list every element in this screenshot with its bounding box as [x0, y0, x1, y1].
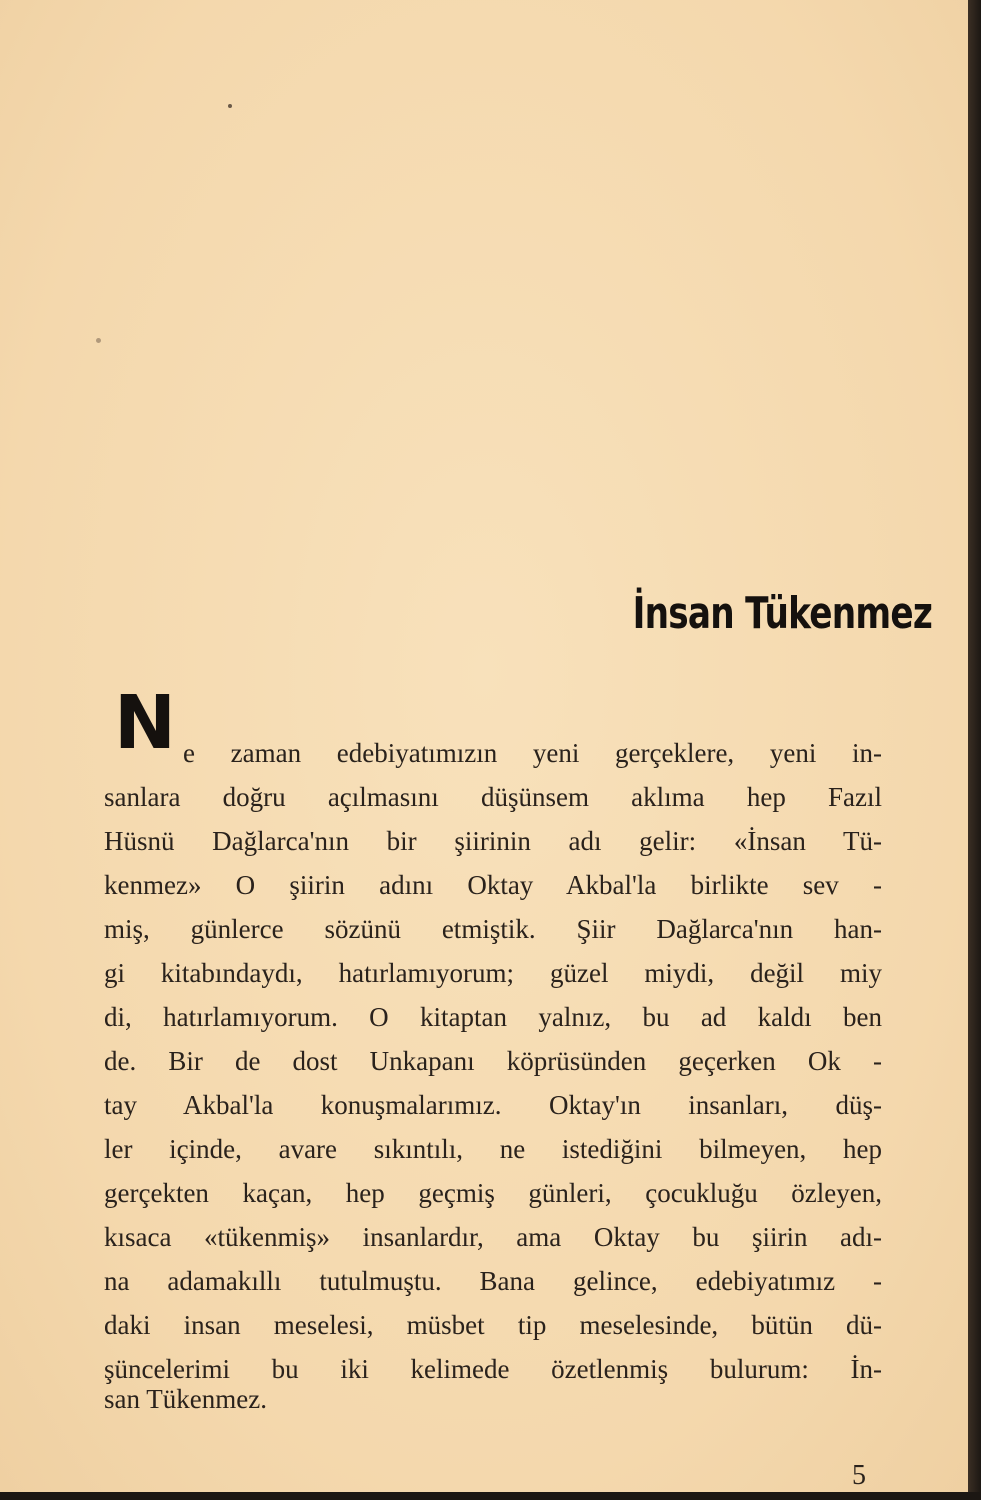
paragraph-line: gerçekten kaçan, hep geçmiş günleri, çocukluğu özleyen, — [104, 1178, 882, 1208]
paragraph-line: de. Bir de dost Unkapanı köprüsünden geçerken Ok - — [104, 1046, 882, 1076]
paragraph-line: sanlara doğru açılmasını düşünsem aklıma hep Fazıl — [104, 782, 882, 812]
ink-speck — [228, 104, 232, 108]
paragraph-line: kenmez» O şiirin adını Oktay Akbal'la birlikte sev - — [104, 870, 882, 900]
paragraph-line: na adamakıllı tutulmuştu. Bana gelince, edebiyatımız - — [104, 1266, 882, 1296]
ink-speck — [96, 338, 101, 343]
paragraph-line: tay Akbal'la konuşmalarımız. Oktay'ın insanları, düş- — [104, 1090, 882, 1120]
paragraph-line: Hüsnü Dağlarca'nın bir şiirinin adı gelir: «İnsan Tü- — [104, 826, 882, 856]
book-edge-bottom — [0, 1492, 981, 1500]
paragraph-line: miş, günlerce sözünü etmiştik. Şiir Dağlarca'nın han- — [104, 914, 882, 944]
page-number: 5 — [852, 1460, 866, 1491]
paragraph-line: gi kitabındaydı, hatırlamıyorum; güzel miydi, değil miy — [104, 958, 882, 988]
paragraph-line: daki insan meselesi, müsbet tip meselesinde, bütün dü- — [104, 1310, 882, 1340]
paragraph-line: di, hatırlamıyorum. O kitaptan yalnız, bu ad kaldı ben — [104, 1002, 882, 1032]
book-edge — [968, 0, 981, 1500]
paragraph-line: ler içinde, avare sıkıntılı, ne istediğini bilmeyen, hep — [104, 1134, 882, 1164]
paragraph-line: kısaca «tükenmiş» insanlardır, ama Oktay bu şiirin adı- — [104, 1222, 882, 1252]
chapter-title: İnsan Tükenmez — [632, 588, 933, 639]
paragraph-line: şüncelerimi bu iki kelimede özetlenmiş bulurum: İn- — [104, 1354, 882, 1384]
paragraph-line: e zaman edebiyatımızın yeni gerçeklere, yeni in- — [183, 738, 882, 768]
drop-cap: N — [114, 680, 176, 766]
paragraph-line: san Tükenmez. — [104, 1384, 267, 1414]
